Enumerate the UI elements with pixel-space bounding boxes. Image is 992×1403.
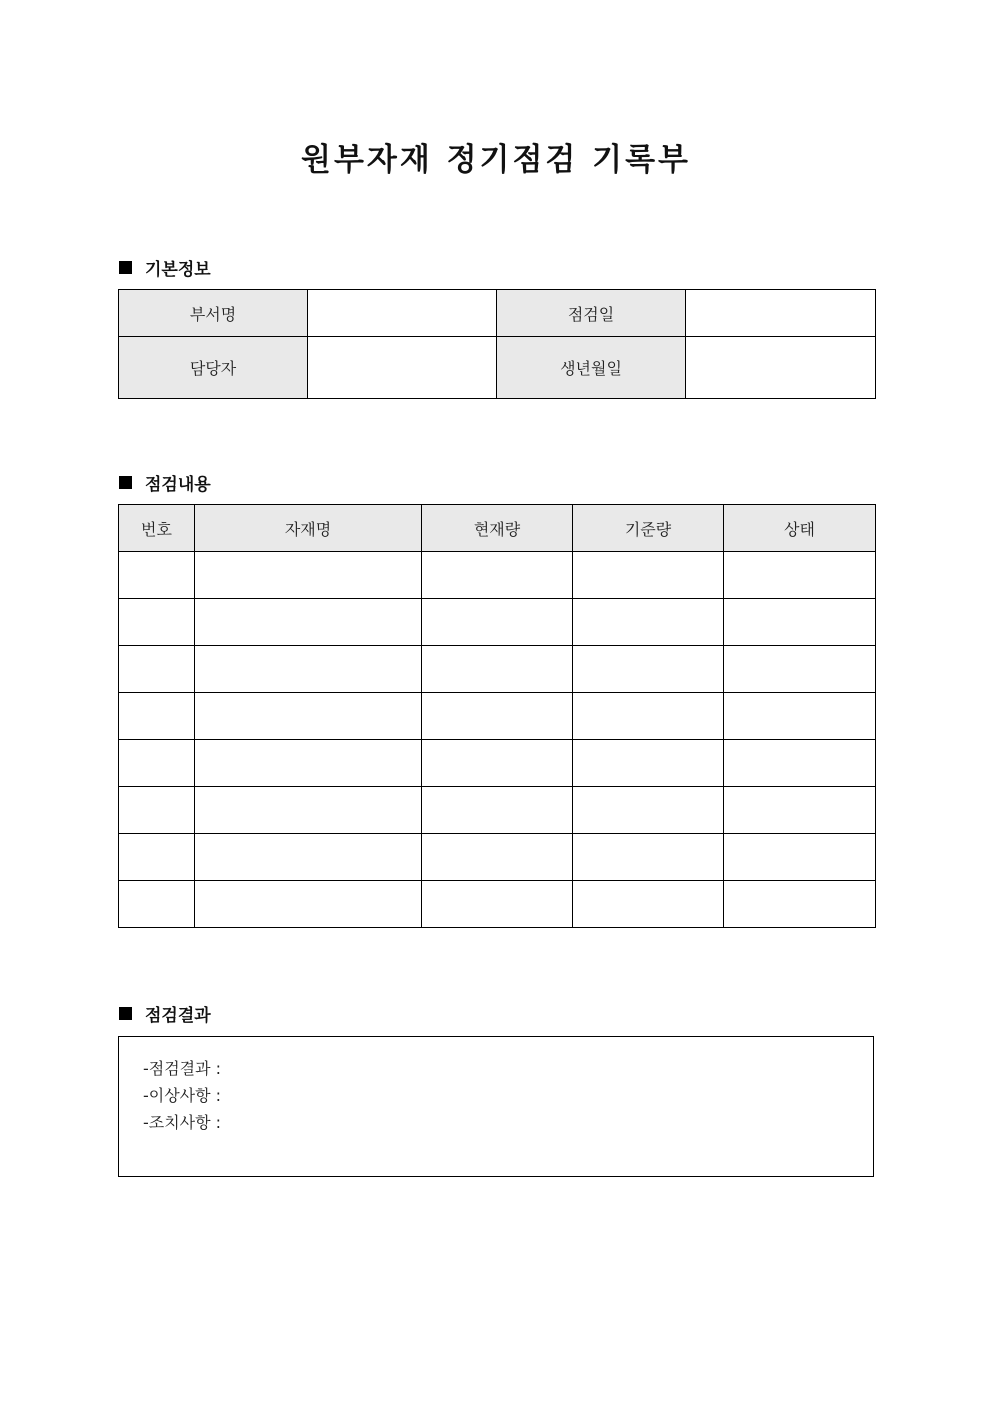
cell[interactable] bbox=[119, 881, 195, 928]
label-birthdate: 생년월일 bbox=[497, 337, 686, 399]
section-heading-label: 기본정보 bbox=[145, 260, 211, 280]
cell[interactable] bbox=[422, 599, 573, 646]
cell[interactable] bbox=[195, 787, 422, 834]
cell[interactable] bbox=[724, 693, 876, 740]
department-field[interactable] bbox=[308, 290, 497, 337]
cell[interactable] bbox=[573, 834, 724, 881]
cell[interactable] bbox=[119, 787, 195, 834]
table-header-row bbox=[119, 505, 876, 552]
cell[interactable] bbox=[573, 599, 724, 646]
cell[interactable] bbox=[724, 881, 876, 928]
cell[interactable] bbox=[422, 787, 573, 834]
table-row bbox=[119, 599, 876, 646]
cell[interactable] bbox=[195, 599, 422, 646]
section-heading-label: 점검결과 bbox=[145, 1006, 211, 1026]
cell[interactable] bbox=[422, 740, 573, 787]
label-inspection-date: 점검일 bbox=[497, 290, 686, 337]
cell[interactable] bbox=[195, 552, 422, 599]
column-header-number: 번호 bbox=[119, 505, 195, 552]
section-heading-result bbox=[119, 1001, 211, 1026]
cell[interactable] bbox=[119, 599, 195, 646]
cell[interactable] bbox=[422, 834, 573, 881]
cell[interactable] bbox=[422, 552, 573, 599]
result-lines bbox=[143, 1055, 221, 1136]
cell[interactable] bbox=[195, 740, 422, 787]
cell[interactable] bbox=[422, 693, 573, 740]
cell[interactable] bbox=[724, 646, 876, 693]
basic-info-table bbox=[118, 289, 876, 399]
table-row bbox=[119, 552, 876, 599]
cell[interactable] bbox=[119, 834, 195, 881]
section-heading-basic bbox=[119, 255, 211, 280]
cell[interactable] bbox=[119, 552, 195, 599]
label-manager: 담당자 bbox=[119, 337, 308, 399]
table-row bbox=[119, 834, 876, 881]
result-line-anomalies: -이상사항 : bbox=[143, 1086, 222, 1105]
cell[interactable] bbox=[724, 552, 876, 599]
table-row bbox=[119, 646, 876, 693]
cell[interactable] bbox=[195, 693, 422, 740]
table-row bbox=[119, 337, 876, 399]
cell[interactable] bbox=[422, 646, 573, 693]
cell[interactable] bbox=[573, 881, 724, 928]
cell[interactable] bbox=[573, 693, 724, 740]
cell[interactable] bbox=[724, 599, 876, 646]
cell[interactable] bbox=[573, 787, 724, 834]
manager-field[interactable] bbox=[308, 337, 497, 399]
column-header-status: 상태 bbox=[724, 505, 876, 552]
result-line-inspection-result: -점검결과 : bbox=[143, 1059, 222, 1078]
cell[interactable] bbox=[724, 740, 876, 787]
page-title: 원부자재 정기점검 기록부 bbox=[301, 142, 691, 178]
cell[interactable] bbox=[119, 740, 195, 787]
column-header-current-qty: 현재량 bbox=[422, 505, 573, 552]
cell[interactable] bbox=[422, 881, 573, 928]
square-bullet-icon bbox=[119, 1007, 132, 1020]
cell[interactable] bbox=[195, 646, 422, 693]
table-row bbox=[119, 290, 876, 337]
cell[interactable] bbox=[195, 881, 422, 928]
section-heading-label: 점검내용 bbox=[145, 475, 211, 495]
cell[interactable] bbox=[119, 693, 195, 740]
result-box[interactable] bbox=[118, 1036, 874, 1177]
section-heading-inspection bbox=[119, 470, 211, 495]
column-header-standard-qty: 기준량 bbox=[573, 505, 724, 552]
cell[interactable] bbox=[119, 646, 195, 693]
cell[interactable] bbox=[195, 834, 422, 881]
cell[interactable] bbox=[724, 834, 876, 881]
result-line-actions: -조치사항 : bbox=[143, 1113, 222, 1132]
label-department: 부서명 bbox=[119, 290, 308, 337]
cell[interactable] bbox=[573, 646, 724, 693]
inspection-date-field[interactable] bbox=[686, 290, 876, 337]
table-row bbox=[119, 740, 876, 787]
cell[interactable] bbox=[724, 787, 876, 834]
column-header-material: 자재명 bbox=[195, 505, 422, 552]
cell[interactable] bbox=[573, 740, 724, 787]
square-bullet-icon bbox=[119, 476, 132, 489]
square-bullet-icon bbox=[119, 261, 132, 274]
table-row bbox=[119, 693, 876, 740]
table-row bbox=[119, 881, 876, 928]
table-row bbox=[119, 787, 876, 834]
cell[interactable] bbox=[573, 552, 724, 599]
birthdate-field[interactable] bbox=[686, 337, 876, 399]
inspection-table bbox=[118, 504, 876, 928]
